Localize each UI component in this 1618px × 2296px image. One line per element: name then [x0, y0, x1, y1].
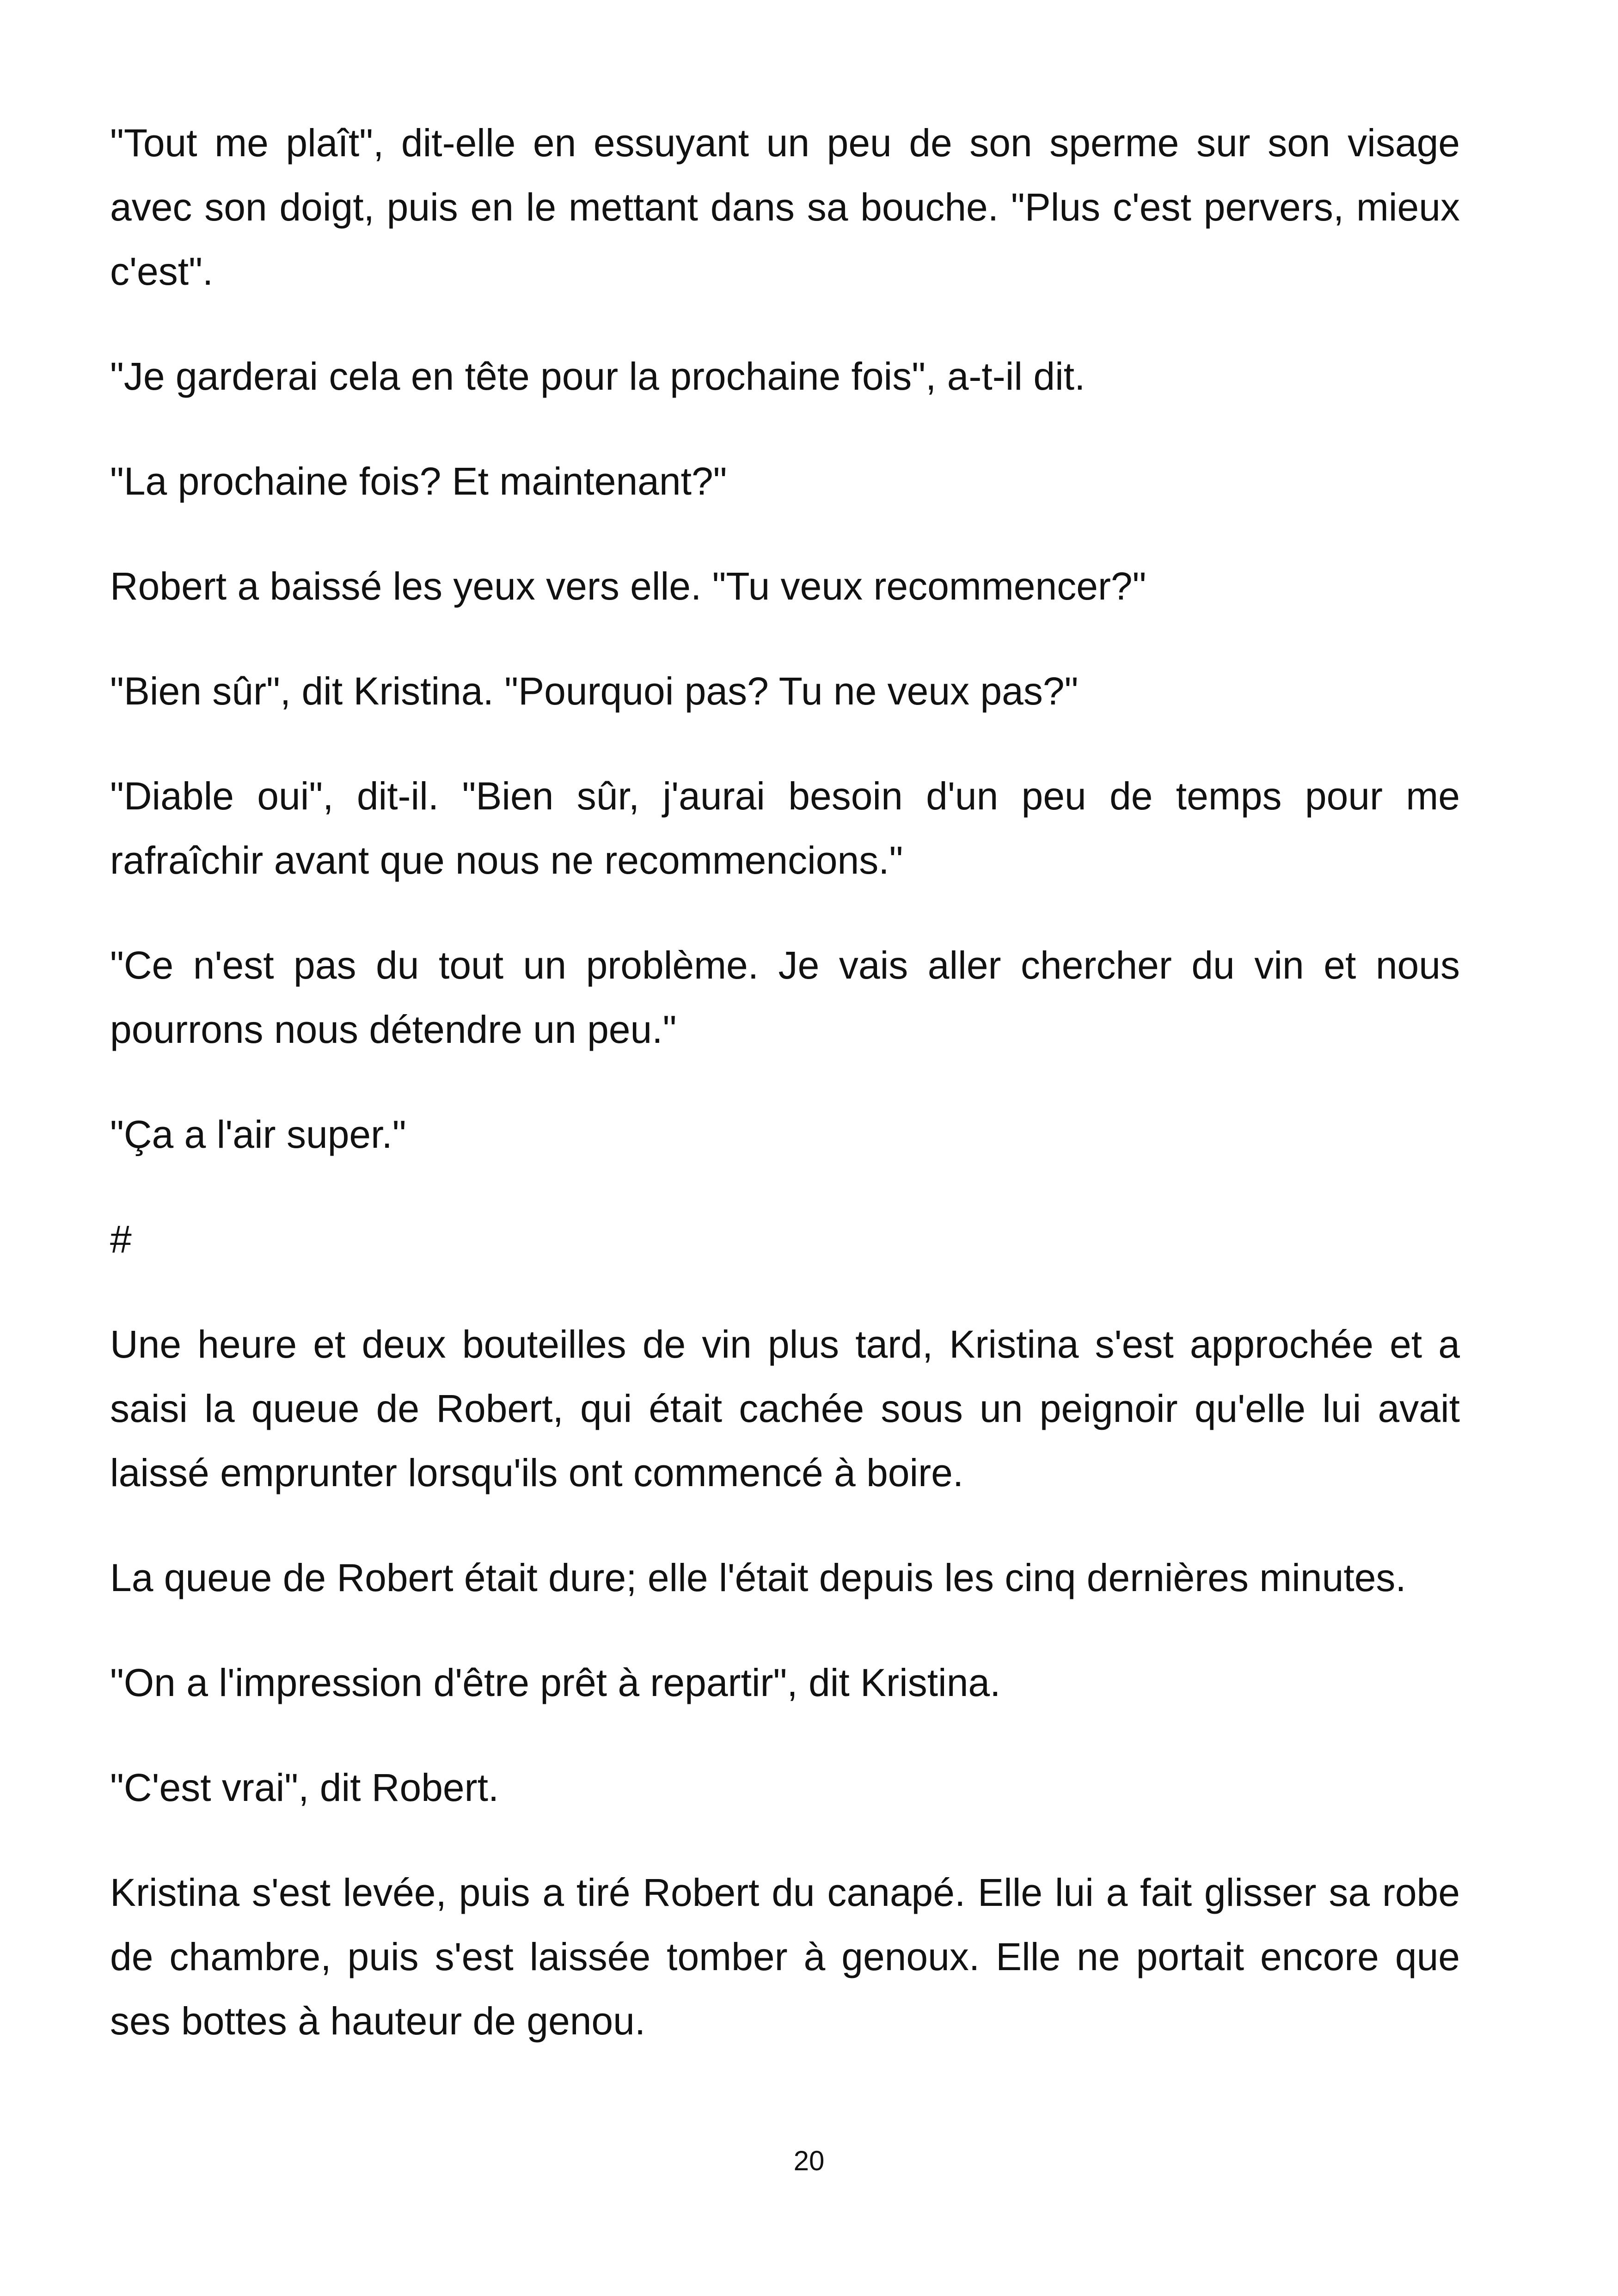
paragraph: "Ce n'est pas du tout un problème. Je vais aller chercher du vin et nous pourrons nous détendre un peu." — [110, 943, 1460, 1051]
paragraph: La queue de Robert était dure; elle l'était depuis les cinq dernières minutes. — [110, 1556, 1406, 1599]
body-text — [110, 111, 1460, 2094]
paragraph: "La prochaine fois? Et maintenant?" — [110, 459, 727, 503]
paragraph: Robert a baissé les yeux vers elle. "Tu veux recommencer?" — [110, 564, 1146, 608]
page-number: 20 — [793, 2145, 825, 2176]
scene-break: # — [110, 1218, 132, 1261]
paragraph: "Bien sûr", dit Kristina. "Pourquoi pas? Tu ne veux pas?" — [110, 669, 1079, 713]
paragraph: Une heure et deux bouteilles de vin plus tard, Kristina s'est approchée et a saisi la queue de Robert, qui était cachée sous un peignoir qu'elle lui avait laissé emprunter lorsqu'ils ont commencé à boire. — [110, 1322, 1460, 1494]
paragraph: "Tout me plaît", dit-elle en essuyant un peu de son sperme sur son visage avec son doigt, puis en le mettant dans sa bouche. "Plus c'est pervers, mieux c'est". — [110, 121, 1460, 293]
paragraph: "On a l'impression d'être prêt à repartir", dit Kristina. — [110, 1661, 1001, 1704]
paragraph: "Ça a l'air super." — [110, 1113, 406, 1156]
paragraph: "C'est vrai", dit Robert. — [110, 1766, 499, 1809]
paragraph: "Diable oui", dit-il. "Bien sûr, j'aurai besoin d'un peu de temps pour me rafraîchir avant que nous ne recommencions." — [110, 774, 1460, 882]
paragraph: "Je garderai cela en tête pour la prochaine fois", a-t-il dit. — [110, 355, 1085, 398]
paragraph: Kristina s'est levée, puis a tiré Robert du canapé. Elle lui a fait glisser sa robe de chambre, puis s'est laissée tomber à genoux. Elle ne portait encore que ses bottes à hauteur de genou. — [110, 1871, 1460, 2043]
